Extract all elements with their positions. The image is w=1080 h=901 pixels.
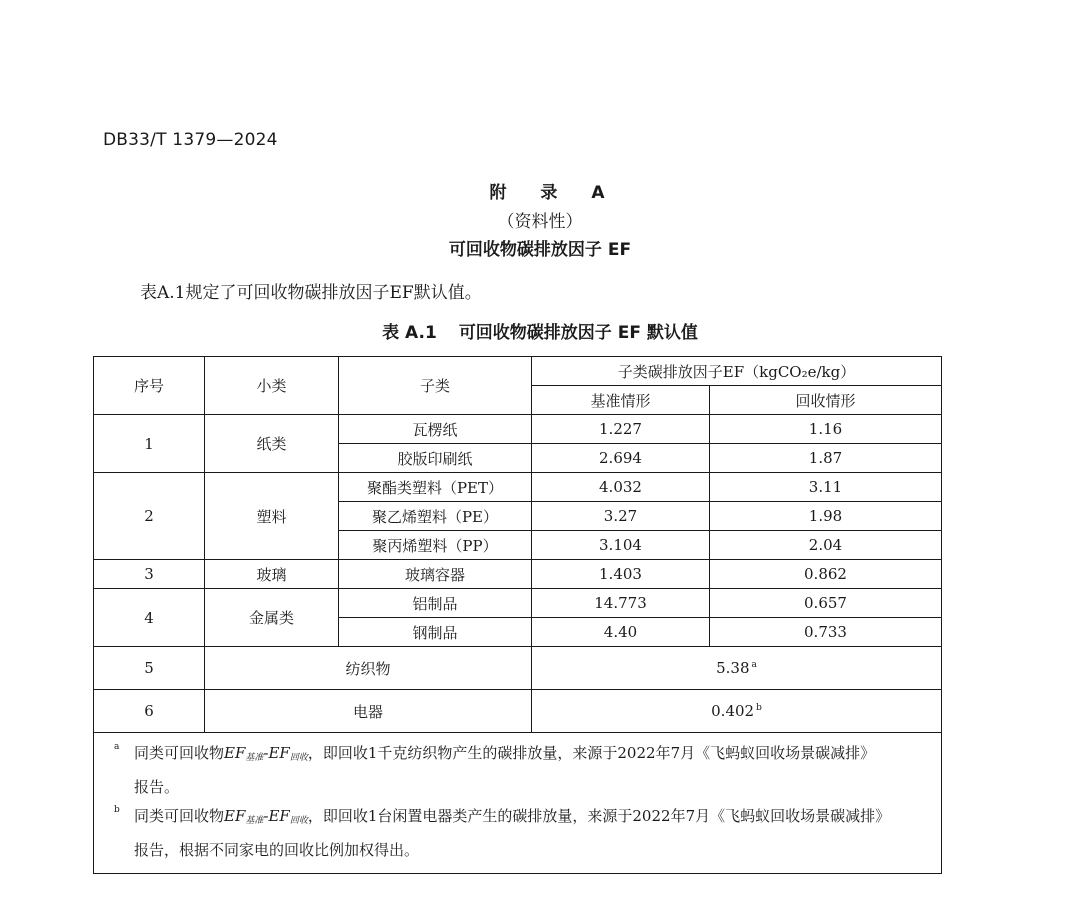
subcategory-cell: 聚乙烯塑料（PE） xyxy=(339,502,532,531)
header-category: 小类 xyxy=(205,357,339,415)
merged-value: 5.38 xyxy=(716,659,750,677)
recycling-cell: 2.04 xyxy=(710,531,942,560)
ef-symbol: EF xyxy=(224,744,246,762)
category-cell: 纸类 xyxy=(205,415,339,473)
header-seq: 序号 xyxy=(94,357,205,415)
recycling-cell: 1.98 xyxy=(710,502,942,531)
merged-value-cell xyxy=(532,690,942,733)
table-note xyxy=(114,739,931,802)
seq-cell: 1 xyxy=(94,415,205,473)
standard-code: DB33/T 1379—2024 xyxy=(103,130,278,150)
emission-factor-table xyxy=(93,356,942,874)
baseline-cell: 3.104 xyxy=(532,531,710,560)
minus-sign: - xyxy=(263,744,269,762)
table-row xyxy=(94,589,942,618)
minus-sign: - xyxy=(263,807,269,825)
note-prefix: 同类可回收物 xyxy=(134,744,225,762)
note-continuation: 报告。 xyxy=(134,778,180,796)
recycling-cell: 1.87 xyxy=(710,444,942,473)
recycling-cell: 3.11 xyxy=(710,473,942,502)
seq-cell: 5 xyxy=(94,647,205,690)
seq-cell: 3 xyxy=(94,560,205,589)
category-cell: 玻璃 xyxy=(205,560,339,589)
recycling-cell: 0.657 xyxy=(710,589,942,618)
merged-label-cell: 电器 xyxy=(205,690,532,733)
header-recycling: 回收情形 xyxy=(710,386,942,415)
ef-symbol: EF xyxy=(224,807,246,825)
subcategory-cell: 聚酯类塑料（PET） xyxy=(339,473,532,502)
merged-label-cell: 纺织物 xyxy=(205,647,532,690)
baseline-cell: 3.27 xyxy=(532,502,710,531)
table-number: 表 A.1 xyxy=(382,323,437,343)
note-prefix: 同类可回收物 xyxy=(134,807,225,825)
merged-value: 0.402 xyxy=(711,702,755,720)
note-suffix: ，即回收1台闲置电器类产生的碳排放量，来源于2022年7月《飞蚂蚁回收场景碳减排》 xyxy=(307,807,891,825)
note-mark: a xyxy=(114,742,120,752)
appendix-heading: 可回收物碳排放因子 EF xyxy=(448,240,632,260)
subcategory-cell: 聚丙烯塑料（PP） xyxy=(339,531,532,560)
ef-subscript-recycling: 回收 xyxy=(289,753,308,763)
recycling-cell: 0.733 xyxy=(710,618,942,647)
baseline-cell: 2.694 xyxy=(532,444,710,473)
seq-cell: 2 xyxy=(94,473,205,560)
table-row xyxy=(94,647,942,690)
merged-value-cell xyxy=(532,647,942,690)
table-row xyxy=(94,690,942,733)
header-baseline: 基准情形 xyxy=(532,386,710,415)
recycling-cell: 1.16 xyxy=(710,415,942,444)
table-row xyxy=(94,473,942,502)
seq-cell: 6 xyxy=(94,690,205,733)
footnote-ref: b xyxy=(756,703,762,713)
table-notes xyxy=(94,733,942,874)
table-title: 可回收物碳排放因子 EF 默认值 xyxy=(458,323,698,343)
header-subcategory: 子类 xyxy=(339,357,532,415)
ef-subscript-baseline: 基准 xyxy=(245,816,264,826)
ef-subscript-baseline: 基准 xyxy=(245,753,264,763)
note-continuation: 报告，根据不同家电的回收比例加权得出。 xyxy=(134,841,420,859)
subcategory-cell: 铝制品 xyxy=(339,589,532,618)
category-cell: 塑料 xyxy=(205,473,339,560)
subcategory-cell: 玻璃容器 xyxy=(339,560,532,589)
intro-text: 表A.1规定了可回收物碳排放因子EF默认值。 xyxy=(140,283,482,303)
baseline-cell: 4.40 xyxy=(532,618,710,647)
table-row xyxy=(94,560,942,589)
header-ef-group: 子类碳排放因子EF（kgCO₂e/kg） xyxy=(532,357,942,386)
ef-symbol: EF xyxy=(268,807,290,825)
ef-symbol: EF xyxy=(268,744,290,762)
table-note xyxy=(114,802,931,865)
baseline-cell: 1.227 xyxy=(532,415,710,444)
note-mark: b xyxy=(114,805,120,815)
table-row xyxy=(94,415,942,444)
recycling-cell: 0.862 xyxy=(710,560,942,589)
note-suffix: ，即回收1千克纺织物产生的碳排放量，来源于2022年7月《飞蚂蚁回收场景碳减排》 xyxy=(307,744,876,762)
ef-subscript-recycling: 回收 xyxy=(289,816,308,826)
seq-cell: 4 xyxy=(94,589,205,647)
baseline-cell: 4.032 xyxy=(532,473,710,502)
baseline-cell: 14.773 xyxy=(532,589,710,618)
subcategory-cell: 瓦楞纸 xyxy=(339,415,532,444)
footnote-ref: a xyxy=(751,660,757,670)
baseline-cell: 1.403 xyxy=(532,560,710,589)
category-cell: 金属类 xyxy=(205,589,339,647)
subcategory-cell: 胶版印刷纸 xyxy=(339,444,532,473)
subcategory-cell: 钢制品 xyxy=(339,618,532,647)
notes-row xyxy=(94,733,942,874)
appendix-note: （资料性） xyxy=(497,212,583,232)
table-caption xyxy=(0,318,1080,343)
appendix-title: 附 录 A xyxy=(489,183,619,203)
